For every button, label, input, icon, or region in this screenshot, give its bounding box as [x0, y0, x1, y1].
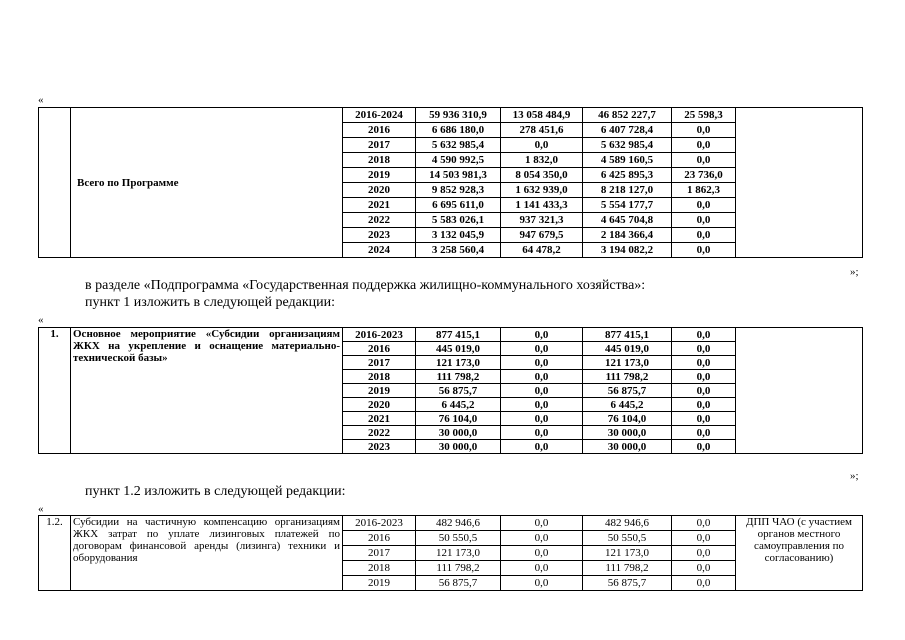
value-cell: 278 451,6	[501, 123, 583, 138]
value-cell: 4 589 160,5	[583, 153, 672, 168]
value-cell: 3 194 082,2	[583, 243, 672, 258]
item-1-table	[38, 327, 863, 454]
value-cell: 30 000,0	[416, 426, 501, 440]
value-cell: 6 445,2	[583, 398, 672, 412]
value-cell: 0,0	[672, 576, 736, 591]
value-cell: 0,0	[672, 342, 736, 356]
row-label: Всего по Программе	[71, 108, 343, 258]
value-cell: 111 798,2	[416, 370, 501, 384]
year-cell: 2019	[343, 168, 416, 183]
year-cell: 2020	[343, 183, 416, 198]
value-cell: 0,0	[501, 370, 583, 384]
year-cell: 2016-2023	[343, 516, 416, 531]
value-cell: 0,0	[672, 412, 736, 426]
value-cell: 13 058 484,9	[501, 108, 583, 123]
value-cell: 121 173,0	[416, 356, 501, 370]
value-cell: 25 598,3	[672, 108, 736, 123]
value-cell: 482 946,6	[416, 516, 501, 531]
value-cell: 5 554 177,7	[583, 198, 672, 213]
value-cell: 56 875,7	[416, 384, 501, 398]
year-cell: 2023	[343, 440, 416, 454]
value-cell: 0,0	[672, 516, 736, 531]
value-cell: 0,0	[672, 546, 736, 561]
value-cell: 482 946,6	[583, 516, 672, 531]
year-cell: 2019	[343, 384, 416, 398]
value-cell: 0,0	[501, 531, 583, 546]
year-cell: 2018	[343, 561, 416, 576]
value-cell: 56 875,7	[416, 576, 501, 591]
value-cell: 0,0	[501, 398, 583, 412]
quote-close-2: »;	[850, 470, 859, 482]
value-cell: 6 445,2	[416, 398, 501, 412]
value-cell: 30 000,0	[583, 440, 672, 454]
value-cell: 30 000,0	[583, 426, 672, 440]
value-cell: 1 632 939,0	[501, 183, 583, 198]
value-cell: 121 173,0	[583, 546, 672, 561]
value-cell: 0,0	[501, 440, 583, 454]
value-cell: 9 852 928,3	[416, 183, 501, 198]
value-cell: 23 736,0	[672, 168, 736, 183]
program-total-table	[38, 107, 863, 258]
year-cell: 2024	[343, 243, 416, 258]
section-paragraph: в разделе «Подпрограмма «Государственная поддержка жилищно-коммунального хозяйства»:	[85, 278, 646, 293]
value-cell: 0,0	[672, 328, 736, 342]
value-cell: 0,0	[672, 198, 736, 213]
value-cell: 0,0	[672, 370, 736, 384]
value-cell: 3 132 045,9	[416, 228, 501, 243]
value-cell: 0,0	[501, 546, 583, 561]
item-1-2-table	[38, 515, 863, 591]
value-cell: 0,0	[501, 576, 583, 591]
value-cell: 0,0	[672, 213, 736, 228]
executor-cell: ДПП ЧАО (с участием органов местного самоуправления по согласованию)	[736, 516, 863, 591]
table-row	[39, 516, 863, 531]
value-cell: 0,0	[501, 412, 583, 426]
quote-open-1: «	[38, 94, 44, 106]
value-cell: 1 832,0	[501, 153, 583, 168]
value-cell: 5 632 985,4	[583, 138, 672, 153]
row-number	[39, 108, 71, 258]
year-cell: 2020	[343, 398, 416, 412]
value-cell: 0,0	[501, 356, 583, 370]
year-cell: 2017	[343, 138, 416, 153]
value-cell: 121 173,0	[583, 356, 672, 370]
executor-cell	[736, 328, 863, 454]
table-row	[39, 328, 863, 342]
year-cell: 2022	[343, 213, 416, 228]
value-cell: 56 875,7	[583, 384, 672, 398]
value-cell: 8 054 350,0	[501, 168, 583, 183]
value-cell: 76 104,0	[416, 412, 501, 426]
value-cell: 0,0	[501, 384, 583, 398]
year-cell: 2016	[343, 531, 416, 546]
value-cell: 111 798,2	[583, 370, 672, 384]
executor-cell	[736, 108, 863, 258]
value-cell: 6 425 895,3	[583, 168, 672, 183]
year-cell: 2018	[343, 370, 416, 384]
value-cell: 0,0	[672, 228, 736, 243]
row-number: 1.2.	[39, 516, 71, 591]
value-cell: 5 632 985,4	[416, 138, 501, 153]
quote-close-1: »;	[850, 266, 859, 278]
value-cell: 0,0	[672, 440, 736, 454]
value-cell: 445 019,0	[416, 342, 501, 356]
value-cell: 0,0	[501, 426, 583, 440]
year-cell: 2019	[343, 576, 416, 591]
value-cell: 877 415,1	[416, 328, 501, 342]
value-cell: 947 679,5	[501, 228, 583, 243]
value-cell: 8 218 127,0	[583, 183, 672, 198]
value-cell: 6 686 180,0	[416, 123, 501, 138]
value-cell: 0,0	[672, 398, 736, 412]
value-cell: 0,0	[672, 138, 736, 153]
value-cell: 0,0	[501, 328, 583, 342]
quote-open-3: «	[38, 503, 44, 515]
value-cell: 2 184 366,4	[583, 228, 672, 243]
value-cell: 0,0	[672, 561, 736, 576]
value-cell: 0,0	[672, 153, 736, 168]
value-cell: 0,0	[672, 531, 736, 546]
value-cell: 30 000,0	[416, 440, 501, 454]
value-cell: 50 550,5	[583, 531, 672, 546]
value-cell: 121 173,0	[416, 546, 501, 561]
value-cell: 1 141 433,3	[501, 198, 583, 213]
value-cell: 0,0	[501, 561, 583, 576]
value-cell: 937 321,3	[501, 213, 583, 228]
year-cell: 2016-2023	[343, 328, 416, 342]
year-cell: 2017	[343, 546, 416, 561]
value-cell: 14 503 981,3	[416, 168, 501, 183]
value-cell: 445 019,0	[583, 342, 672, 356]
value-cell: 0,0	[501, 342, 583, 356]
value-cell: 64 478,2	[501, 243, 583, 258]
value-cell: 3 258 560,4	[416, 243, 501, 258]
value-cell: 0,0	[501, 516, 583, 531]
value-cell: 1 862,3	[672, 183, 736, 198]
value-cell: 6 695 611,0	[416, 198, 501, 213]
year-cell: 2016	[343, 342, 416, 356]
value-cell: 0,0	[672, 384, 736, 398]
year-cell: 2016	[343, 123, 416, 138]
value-cell: 6 407 728,4	[583, 123, 672, 138]
value-cell: 59 936 310,9	[416, 108, 501, 123]
table-row	[39, 108, 863, 123]
year-cell: 2023	[343, 228, 416, 243]
item-1-2-paragraph: пункт 1.2 изложить в следующей редакции:	[85, 484, 346, 499]
item-1-paragraph: пункт 1 изложить в следующей редакции:	[85, 295, 335, 310]
value-cell: 4 645 704,8	[583, 213, 672, 228]
row-label: Основное мероприятие «Субсидии организациям ЖКХ на укрепление и оснащение материально-технической базы»	[71, 328, 343, 454]
value-cell: 4 590 992,5	[416, 153, 501, 168]
year-cell: 2022	[343, 426, 416, 440]
value-cell: 76 104,0	[583, 412, 672, 426]
year-cell: 2018	[343, 153, 416, 168]
year-cell: 2017	[343, 356, 416, 370]
value-cell: 111 798,2	[416, 561, 501, 576]
value-cell: 0,0	[672, 243, 736, 258]
value-cell: 5 583 026,1	[416, 213, 501, 228]
quote-open-2: «	[38, 314, 44, 326]
row-number: 1.	[39, 328, 71, 454]
value-cell: 0,0	[501, 138, 583, 153]
value-cell: 56 875,7	[583, 576, 672, 591]
row-label: Субсидии на частичную компенсацию организациям ЖКХ затрат по уплате лизинговых платежей по договорам финансовой аренды (лизинга) техники и оборудования	[71, 516, 343, 591]
value-cell: 877 415,1	[583, 328, 672, 342]
year-cell: 2021	[343, 412, 416, 426]
value-cell: 111 798,2	[583, 561, 672, 576]
value-cell: 0,0	[672, 426, 736, 440]
value-cell: 46 852 227,7	[583, 108, 672, 123]
value-cell: 0,0	[672, 356, 736, 370]
year-cell: 2016-2024	[343, 108, 416, 123]
value-cell: 50 550,5	[416, 531, 501, 546]
year-cell: 2021	[343, 198, 416, 213]
value-cell: 0,0	[672, 123, 736, 138]
